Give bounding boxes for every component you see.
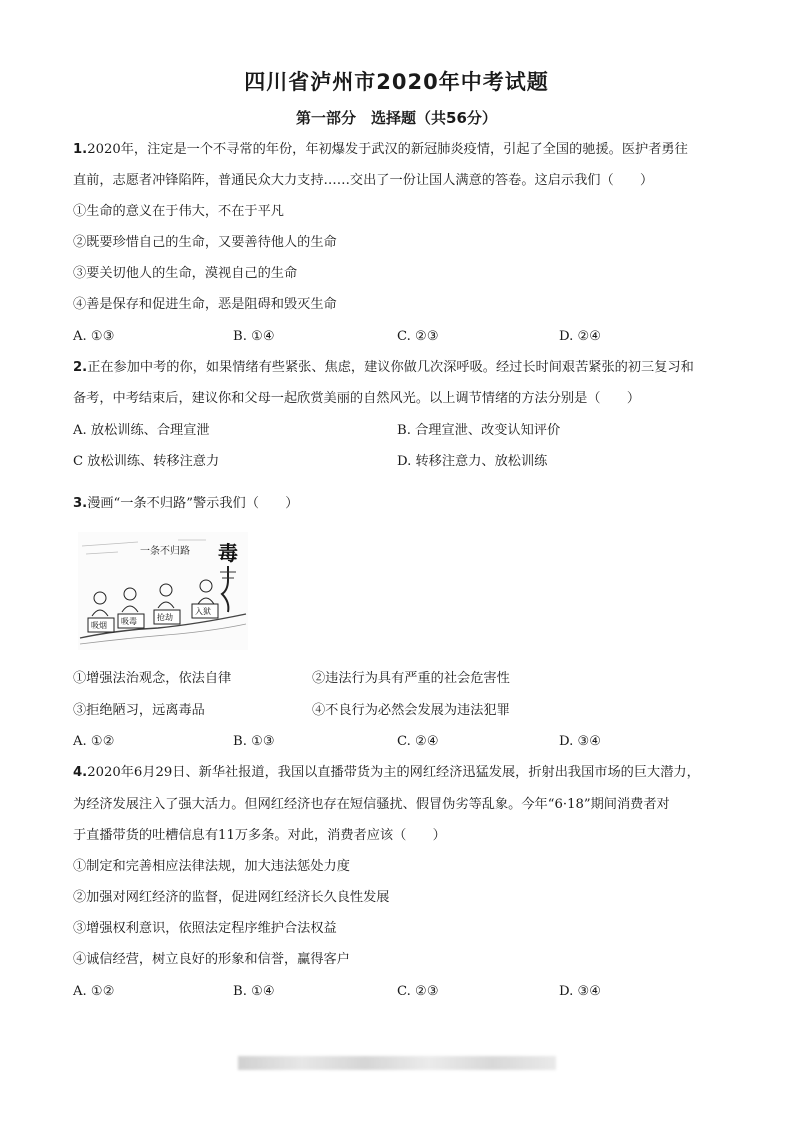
section-subtitle: 第一部分 选择题（共56分） (296, 109, 497, 127)
cartoon-step-1: 吸烟 (91, 621, 107, 630)
cartoon-image (78, 532, 248, 650)
q4-option-a[interactable]: A. ①② (73, 984, 115, 999)
q1-stem-line-2: 直前，志愿者冲锋陷阵，普通民众大力支持……交出了一份让国人满意的答卷。这启示我们（ ） (73, 173, 654, 188)
cartoon-drug-sign: 毒 (218, 541, 238, 565)
q1-number: 1. (73, 142, 88, 157)
q3-option-a[interactable]: A. ①② (73, 734, 115, 749)
q4-statement-3: ③增强权利意识，依照法定程序维护合法权益 (73, 921, 337, 936)
q1-statement-4: ④善是保存和促进生命，恶是阻碍和毁灭生命 (73, 297, 337, 312)
q1-option-c[interactable]: C. ②③ (397, 329, 439, 344)
blurred-footer-watermark (238, 1056, 556, 1070)
q2-number: 2. (73, 360, 88, 375)
q4-statement-2: ②加强对网红经济的监督，促进网红经济长久良性发展 (73, 890, 390, 905)
q3-option-d[interactable]: D. ③④ (559, 734, 602, 749)
q4-statement-1: ①制定和完善相应法律法规，加大违法惩处力度 (73, 859, 350, 874)
q2-option-c[interactable]: C 放松训练、转移注意力 (73, 454, 220, 469)
q1-option-b[interactable]: B. ①④ (233, 329, 275, 344)
q4-number: 4. (73, 765, 88, 780)
cartoon-caption: 一条不归路 (140, 546, 190, 557)
q3-statement-3: ③拒绝陋习，远离毒品 (73, 703, 205, 718)
q4-stem-line-1: 4.2020年6月29日、新华社报道，我国以直播带货为主的网红经济迅猛发展，折射出我国市场的巨大潜力， (73, 765, 700, 780)
q4-statement-4: ④诚信经营，树立良好的形象和信誉，赢得客户 (73, 952, 350, 967)
q1-option-d[interactable]: D. ②④ (559, 329, 602, 344)
q3-statement-2: ②违法行为具有严重的社会危害性 (312, 671, 510, 686)
q4-option-b[interactable]: B. ①④ (233, 984, 275, 999)
q1-statement-1: ①生命的意义在于伟大，不在于平凡 (73, 204, 284, 219)
cartoon-step-3: 抢劫 (157, 613, 173, 622)
q4-option-d[interactable]: D. ③④ (559, 984, 602, 999)
q2-option-b[interactable]: B. 合理宣泄、改变认知评价 (397, 423, 561, 438)
q3-statement-4: ④不良行为必然会发展为违法犯罪 (312, 703, 510, 718)
q3-option-c[interactable]: C. ②④ (397, 734, 439, 749)
cartoon-step-4: 入狱 (195, 607, 211, 616)
q1-statement-2: ②既要珍惜自己的生命，又要善待他人的生命 (73, 235, 337, 250)
q2-option-a[interactable]: A. 放松训练、合理宣泄 (73, 423, 210, 438)
q1-statement-3: ③要关切他人的生命，漠视自己的生命 (73, 266, 298, 281)
cartoon-step-2: 吸毒 (121, 617, 137, 626)
q2-option-d[interactable]: D. 转移注意力、放松训练 (397, 454, 548, 469)
page-title: 四川省泸州市2020年中考试题 (244, 70, 549, 94)
q4-stem-line-2: 为经济发展注入了强大活力。但网红经济也存在短信骚扰、假冒伪劣等乱象。今年“6·18”期间消费者对 (73, 797, 670, 812)
q3-statement-1: ①增强法治观念，依法自律 (73, 671, 232, 686)
q2-stem-line-1: 2.正在参加中考的你，如果情绪有些紧张、焦虑，建议你做几次深呼吸。经过长时间艰苦紧张的初三复习和 (73, 360, 694, 375)
q1-option-a[interactable]: A. ①③ (73, 329, 115, 344)
q3-stem-line: 3.漫画“一条不归路”警示我们（ ） (73, 496, 299, 511)
q4-option-c[interactable]: C. ②③ (397, 984, 439, 999)
q3-number: 3. (73, 496, 88, 511)
q4-stem-line-3: 于直播带货的吐槽信息有11万多条。对此，消费者应该（ ） (73, 828, 446, 843)
q2-stem-line-2: 备考，中考结束后，建议你和父母一起欣赏美丽的自然风光。以上调节情绪的方法分别是（ ） (73, 391, 641, 406)
q1-stem-line-1: 1.2020年，注定是一个不寻常的年份，年初爆发于武汉的新冠肺炎疫情，引起了全国的驰援。医护者勇往 (73, 142, 688, 157)
q3-option-b[interactable]: B. ①③ (233, 734, 275, 749)
